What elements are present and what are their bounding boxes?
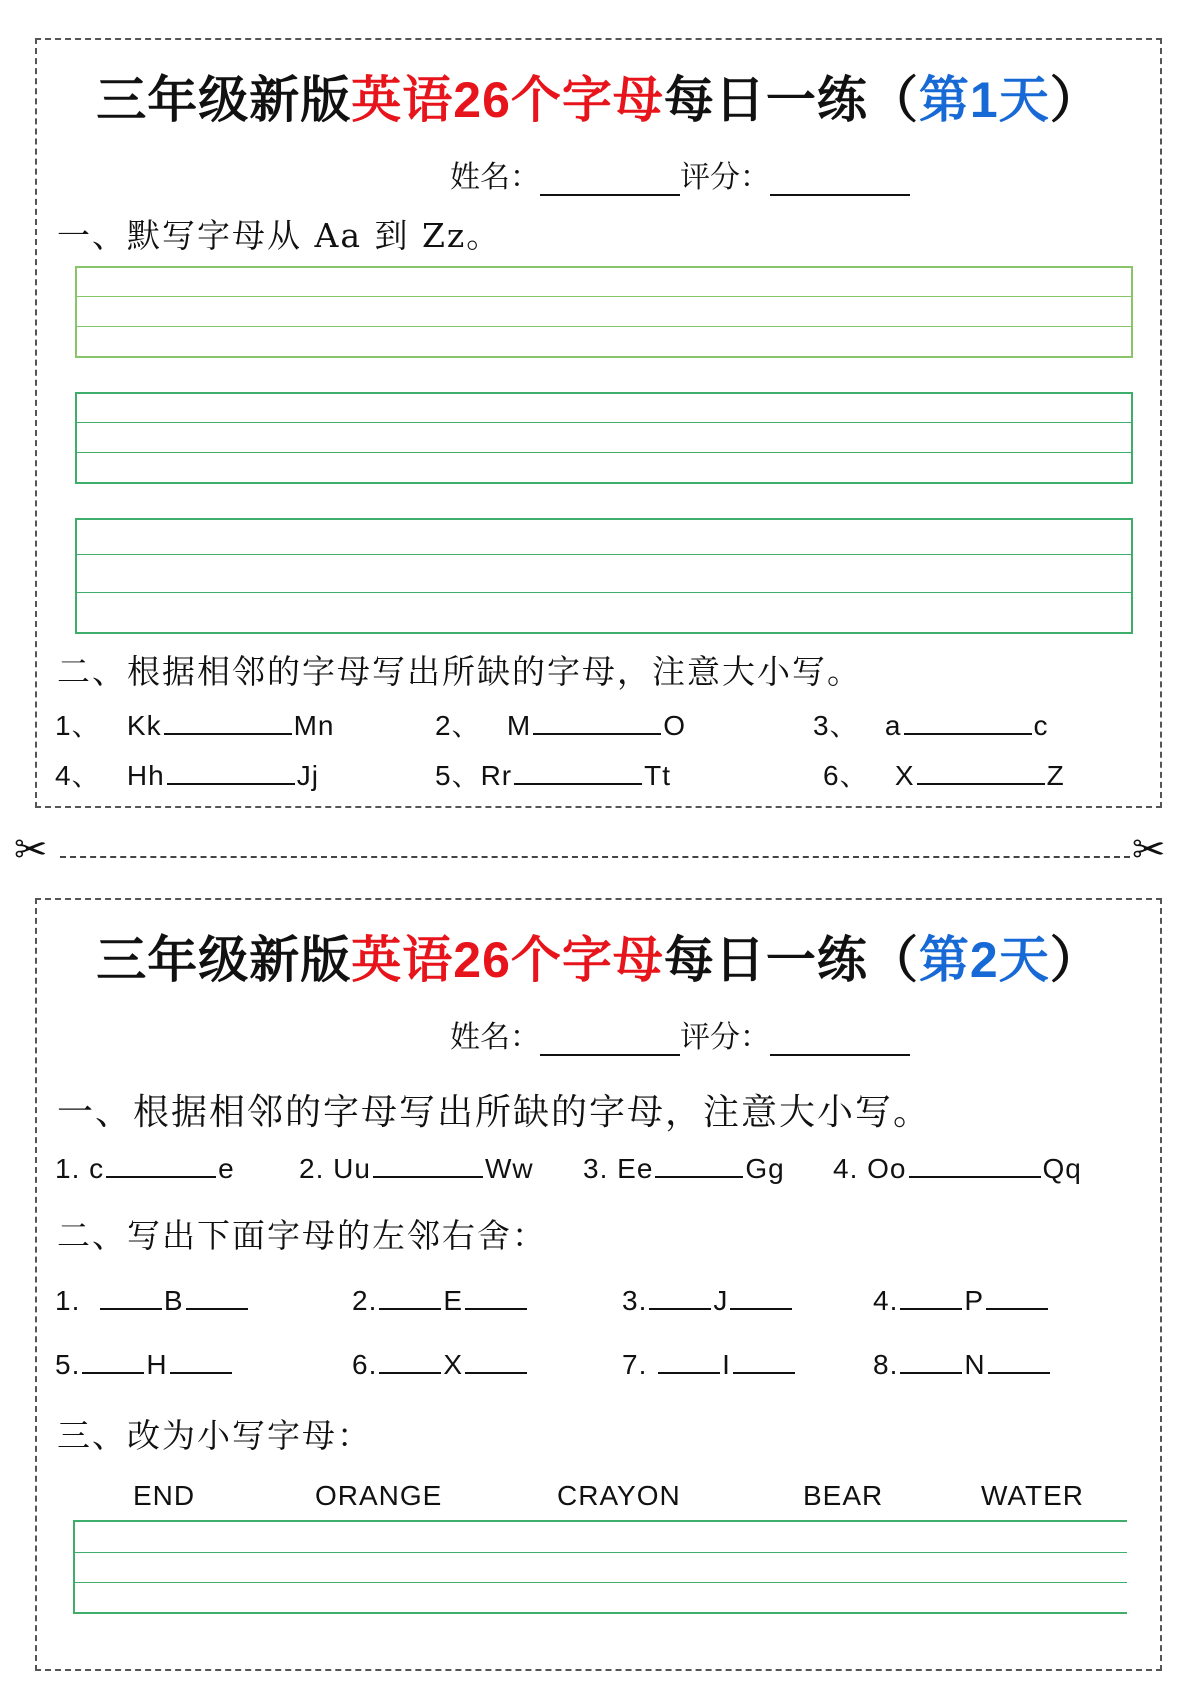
name-label: 姓名： (450, 1020, 540, 1055)
answer-blank[interactable] (164, 707, 292, 735)
right-blank[interactable] (465, 1346, 527, 1374)
left-blank[interactable] (379, 1346, 441, 1374)
writing-box-2[interactable] (75, 392, 1133, 484)
day1-title (37, 60, 1160, 132)
word-5: WATER (981, 1480, 1084, 1511)
title-suffix: ） (1049, 932, 1101, 988)
day1-section1-heading: 一、默写字母从 Aa 到 Zz。 (57, 216, 502, 255)
score-input-line[interactable] (770, 1024, 910, 1056)
title-prefix: 三年级新版 (96, 72, 352, 128)
score-label: 评分： (680, 160, 770, 195)
left-blank[interactable] (900, 1346, 962, 1374)
worksheet-day1 (35, 38, 1162, 808)
title-middle: 每日一练（ (663, 72, 919, 128)
day2-section3-heading: 三、改为小写字母： (57, 1416, 372, 1455)
answer-blank[interactable] (167, 757, 295, 785)
title-day: 第1天 (918, 72, 1050, 128)
scissors-icon: ✂ (1132, 827, 1166, 873)
answer-blank[interactable] (106, 1150, 216, 1178)
cut-line (60, 856, 1130, 858)
day2-neighbor-8: 8. N (873, 1346, 1052, 1381)
day1-item-2: 2、 M O (435, 704, 686, 744)
name-input-line[interactable] (540, 1024, 680, 1056)
day1-item-1: 1、 Kk Mn (55, 704, 335, 744)
left-blank[interactable] (100, 1282, 162, 1310)
name-input-line[interactable] (540, 164, 680, 196)
right-blank[interactable] (730, 1282, 792, 1310)
day2-neighbor-2: 2. E (352, 1282, 529, 1317)
title-middle: 每日一练（ (663, 932, 919, 988)
day1-name-score-row (450, 152, 910, 196)
day2-item-3: 3. Ee Gg (583, 1150, 785, 1185)
left-blank[interactable] (379, 1282, 441, 1310)
day2-item-4: 4. Oo Qq (833, 1150, 1082, 1185)
day2-section2-heading: 二、写出下面字母的左邻右舍： (57, 1216, 547, 1255)
left-blank[interactable] (82, 1346, 144, 1374)
answer-blank[interactable] (909, 1150, 1041, 1178)
score-label: 评分： (680, 1020, 770, 1055)
worksheet-day2 (35, 898, 1162, 1671)
title-prefix: 三年级新版 (96, 932, 352, 988)
title-highlight: 英语26个字母 (351, 932, 664, 988)
day2-item-2: 2. Uu Ww (299, 1150, 534, 1185)
day2-neighbor-5: 5. H (55, 1346, 234, 1381)
title-highlight: 英语26个字母 (351, 72, 664, 128)
day1-item-3: 3、 a c (813, 704, 1049, 744)
scissors-icon: ✂ (14, 827, 48, 873)
day2-title (37, 920, 1160, 992)
day2-section1-heading: 一、根据相邻的字母写出所缺的字母，注意大小写。 (57, 1092, 932, 1133)
left-blank[interactable] (900, 1282, 962, 1310)
right-blank[interactable] (465, 1282, 527, 1310)
word-4: BEAR (803, 1480, 884, 1511)
name-label: 姓名： (450, 160, 540, 195)
day1-item-4: 4、 Hh Jj (55, 754, 319, 794)
day2-neighbor-3: 3. J (622, 1282, 794, 1317)
answer-blank[interactable] (655, 1150, 743, 1178)
writing-box-1[interactable] (75, 266, 1133, 358)
writing-box-lowercase[interactable] (73, 1520, 1127, 1614)
answer-blank[interactable] (917, 757, 1045, 785)
day2-neighbor-6: 6. X (352, 1346, 529, 1381)
word-1: END (133, 1480, 196, 1511)
answer-blank[interactable] (373, 1150, 483, 1178)
day1-item-6: 6、 X Z (823, 754, 1065, 794)
day1-item-5: 5、Rr Tt (435, 754, 671, 794)
day2-neighbor-4: 4. P (873, 1282, 1050, 1317)
day2-item-1: 1. c e (55, 1150, 235, 1185)
score-input-line[interactable] (770, 164, 910, 196)
day2-neighbor-1: 1. B (55, 1282, 250, 1317)
left-blank[interactable] (658, 1346, 720, 1374)
answer-blank[interactable] (514, 757, 642, 785)
right-blank[interactable] (733, 1346, 795, 1374)
right-blank[interactable] (186, 1282, 248, 1310)
title-day: 第2天 (918, 932, 1050, 988)
day1-section2-heading: 二、根据相邻的字母写出所缺的字母，注意大小写。 (57, 652, 862, 691)
right-blank[interactable] (170, 1346, 232, 1374)
right-blank[interactable] (986, 1282, 1048, 1310)
word-3: CRAYON (557, 1480, 681, 1511)
day2-name-score-row (450, 1012, 910, 1056)
day2-neighbor-7: 7. I (622, 1346, 797, 1381)
word-2: ORANGE (315, 1480, 443, 1511)
answer-blank[interactable] (904, 707, 1032, 735)
writing-box-3[interactable] (75, 518, 1133, 634)
left-blank[interactable] (649, 1282, 711, 1310)
answer-blank[interactable] (533, 707, 661, 735)
title-suffix: ） (1049, 72, 1101, 128)
right-blank[interactable] (988, 1346, 1050, 1374)
